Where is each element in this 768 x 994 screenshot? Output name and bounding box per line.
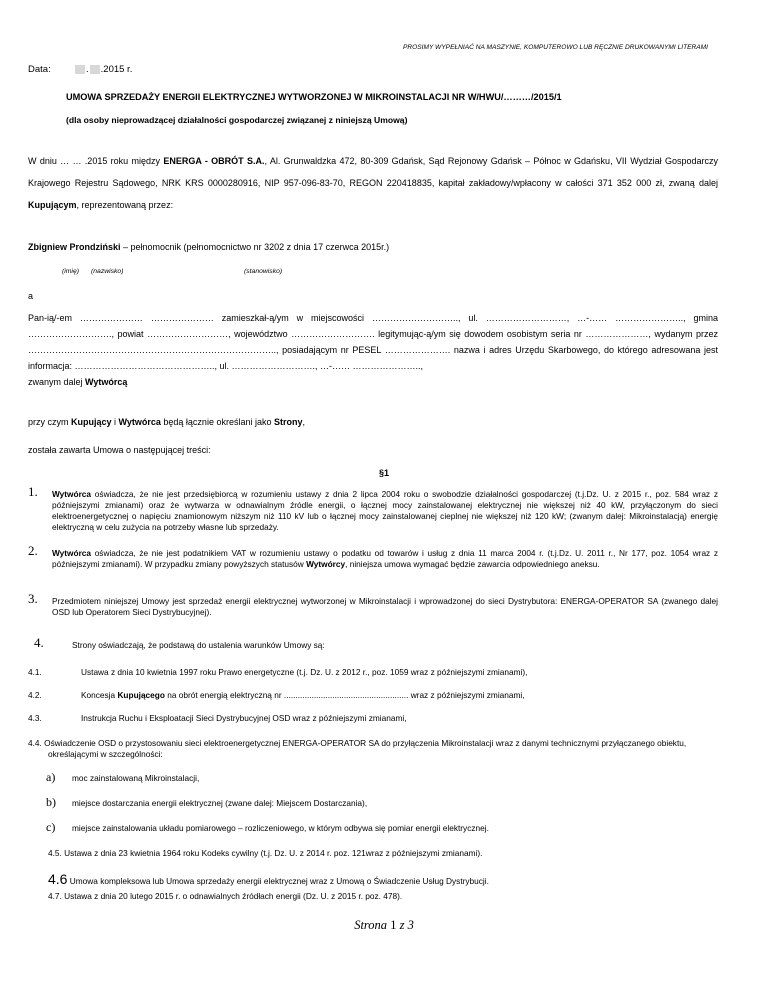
item-number: 1. [28,484,38,499]
representative-line [28,242,389,252]
item-text: Przedmiotem niniejszej Umowy jest sprzedaż energii elektrycznej wytworzonej w Mikroinstalacji i wprowadzonej do sieci Dystrybutora: ENERGA-OPERATOR SA (zwanego dalej OSD lub Operatorem Sieci Dystrybucyjnej). [52,596,718,617]
sub-item-4-3 [28,713,718,724]
sub-item-4-4 [28,738,718,760]
page-footer [0,918,768,933]
intro-paragraph [28,150,718,216]
list-item [28,591,718,618]
sub-text: Instrukcja Ruchu i Eksploatacji Sieci Dystrybucyjnej OSD wraz z późniejszymi zmianami, [81,713,407,723]
item-bold: Wytwórca [52,489,92,499]
concluded-line: została zawarta Umowa o następującej treści: [28,445,211,455]
sub-number: 4.1. [28,667,42,677]
item-number: 2. [28,543,38,558]
section-number: §1 [378,468,389,478]
label-first-name: (imię) [62,268,79,275]
date-row: Data: . .2015 r. [28,64,133,75]
contract-subtitle: (dla osoby nieprowadzącej działalności gospodarczej związanej z niniejszą Umową) [66,115,408,125]
sub-text: Koncesja [81,690,118,700]
parties-text-a: przy czym [28,417,72,427]
item-text: oświadcza, że nie jest przedsiębiorcą w rozumieniu ustawy z dnia 2 lipca 2004 roku o swobodzie działalności gospodarczej (t.j.Dz. U. z 2015 r., poz. 584 wraz z późniejszymi zmianami) oraz że wytwarza w odnawialnym źródle energii, o łącznej mocy zainstalowanej elektrycznej nie większej niż 40 kW, przyłączonym do sieci elektroenergetycznej o napięciu znamionowym niższym niż 110 kV lub o łącznej mocy zainstalowanej cieplnej nie większej niż 120 kW; (zwanym dalej: Mikroinstalacją) energię elektryczną w celu zużycia na potrzeby własne lub sprzedaży. [52,489,718,532]
section-mark [0,468,768,478]
footer-of: z [396,918,408,932]
producer-block [28,310,718,390]
sub-text: Ustawa z dnia 10 kwietnia 1997 roku Prawo energetyczne (t.j. Dz. U. z 2012 r., poz. 1059 wraz z późniejszymi zmianami), [81,667,528,677]
sub-item-4-1 [28,667,718,678]
label-last-name: (nazwisko) [91,268,124,275]
sub-text: Umowa kompleksowa lub Umowa sprzedaży energii elektrycznej wraz z Umową o Świadczenie Usług Dystrybucji. [67,876,489,886]
parties-producer: Wytwórca [118,417,161,427]
letter-marker: c) [46,820,56,834]
and-connector: a [28,291,34,301]
intro-text-b: , Al. Grunwaldzka 472, 80-309 Gdańsk, Sąd Rejonowy Gdańsk – Północ w Gdańsku, VII Wydział Gospodarczy Krajowego Rejestru Sądowego, NRK KRS 0000280916, NIP 957-096-83-70, REGON 220418835, kapitał zakładowy/wpłacony w całości 371 352 000 zł, zwaną dalej [28,156,718,188]
page-number: 1 [390,918,397,932]
producer-term: Wytwórcą [85,377,128,387]
parties-and: i [111,417,119,427]
date-year: .2015 r. [100,64,133,75]
sub-number: 4.3. [28,713,42,723]
month-field[interactable] [90,65,100,74]
letter-item-a [46,770,199,785]
sub-text: 4.4. Oświadczenie OSD o przystosowaniu sieci elektroenergetycznej ENERGA-OPERATOR SA do przyłączenia Mikroinstalacji wraz z danymi technicznymi przyłączanego obiektu, określającymi w szczególności: [28,738,687,759]
letter-item-c [46,820,489,835]
item-bold: Wytwórca [52,548,92,558]
sub-item-4-2 [28,690,718,701]
footer-label: Strona [354,918,391,932]
parties-text-c: , [302,417,306,427]
sub-number: 4.6 [48,871,68,887]
representative-details: – pełnomocnik (pełnomocnictwo nr 3202 z dnia 17 czerwca 2015r.) [120,242,390,252]
sub-item-4-5: 4.5. Ustawa z dnia 23 kwietnia 1964 roku Kodeks cywilny (t.j. Dz. U. z 2014 r. poz. 121wraz z późniejszymi zmianami). [48,848,483,858]
item-bold: Wytwórcy [306,559,346,569]
item-text: Strony oświadczają, że podstawą do ustalenia warunków Umowy są: [72,640,325,650]
producer-details: Pan-ią/-em ………………… ………………… zamieszkał-ą/ym w miejscowości ……………………….., ul. ………………………, …-…… ………………….., gmina ………………………., powiat ………………………, województwo ………………………. legitymując-ą/ym się dowodem osobistym seria nr …………………, wydanym przez ……………………………………………………………………….., posiadającym nr PESEL …………………. nazwa i adres Urzędu Skarbowego, do którego adresowana jest informacja: ……………………………………….., ul. ………………………., …-…… ………………….., [28,313,718,371]
parties-line [28,417,305,427]
list-item [28,484,718,533]
list-item-4 [34,635,724,651]
item-number: 3. [28,591,38,606]
item-text: oświadcza, że nie jest podatnikiem VAT w rozumieniu ustawy o podatku od towarów i usług z dnia 11 marca 2004 r. (t.j.Dz. U. 2011 r., Nr 177, poz. 1054 wraz z późniejszymi zmianami). W przypadku zmiany powyższych statusów [52,548,718,569]
date-label: Data: [28,64,51,75]
letter-text: moc zainstalowaną Mikroinstalacji, [72,773,200,783]
intro-text-c: , reprezentowaną przez: [76,200,174,210]
fill-instruction-note: PROSIMY WYPEŁNIAĆ NA MASZYNIE, KOMPUTEROWO LUB RĘCZNIE DRUKOWANYMI LITERAMI [402,44,708,51]
contract-title: UMOWA SPRZEDAŻY ENERGII ELEKTRYCZNEJ WYTWORZONEJ W MIKROINSTALACJI NR W/HWU/………/2015/1 [66,92,562,102]
parties-buyer: Kupujący [71,417,112,427]
parties-strony: Strony [273,417,303,427]
parties-text-b: będą łącznie określani jako [160,417,274,427]
sub-bold: Kupującego [117,690,165,700]
letter-marker: a) [46,770,56,784]
sub-number: 4.2. [28,690,42,700]
intro-text-a: W dniu … … .2015 roku między [28,156,164,166]
item-text: , niniejsza umowa wymagać będzie zawarcia odpowiedniego aneksu. [345,559,600,569]
producer-called: zwanym dalej [28,377,86,387]
sub-item-4-7: 4.7. Ustawa z dnia 20 lutego 2015 r. o odnawialnych źródłach energii (Dz. U. z 2015 r. poz. 478). [48,891,403,901]
letter-text: miejsce dostarczania energii elektrycznej (zwane dalej: Miejscem Dostarczania), [72,798,368,808]
company-name: ENERGA - OBRÓT S.A. [163,156,265,166]
page-total: 3 [407,918,414,932]
letter-marker: b) [46,795,56,809]
list-item [28,543,718,570]
day-field[interactable] [75,65,85,74]
buyer-term: Kupującym [28,200,77,210]
representative-name: Zbigniew Prondziński [28,242,121,252]
letter-item-b [46,795,367,810]
item-number: 4. [34,635,44,650]
sub-text: na obrót energią elektryczną nr ...................................................... wraz z późniejszymi zmianami, [164,690,525,700]
sub-item-4-6 [48,871,738,887]
letter-text: miejsce zainstalowania układu pomiarowego – rozliczeniowego, w którym odbywa się pomiar energii elektrycznej. [72,823,489,833]
label-position: (stanowisko) [244,268,283,275]
